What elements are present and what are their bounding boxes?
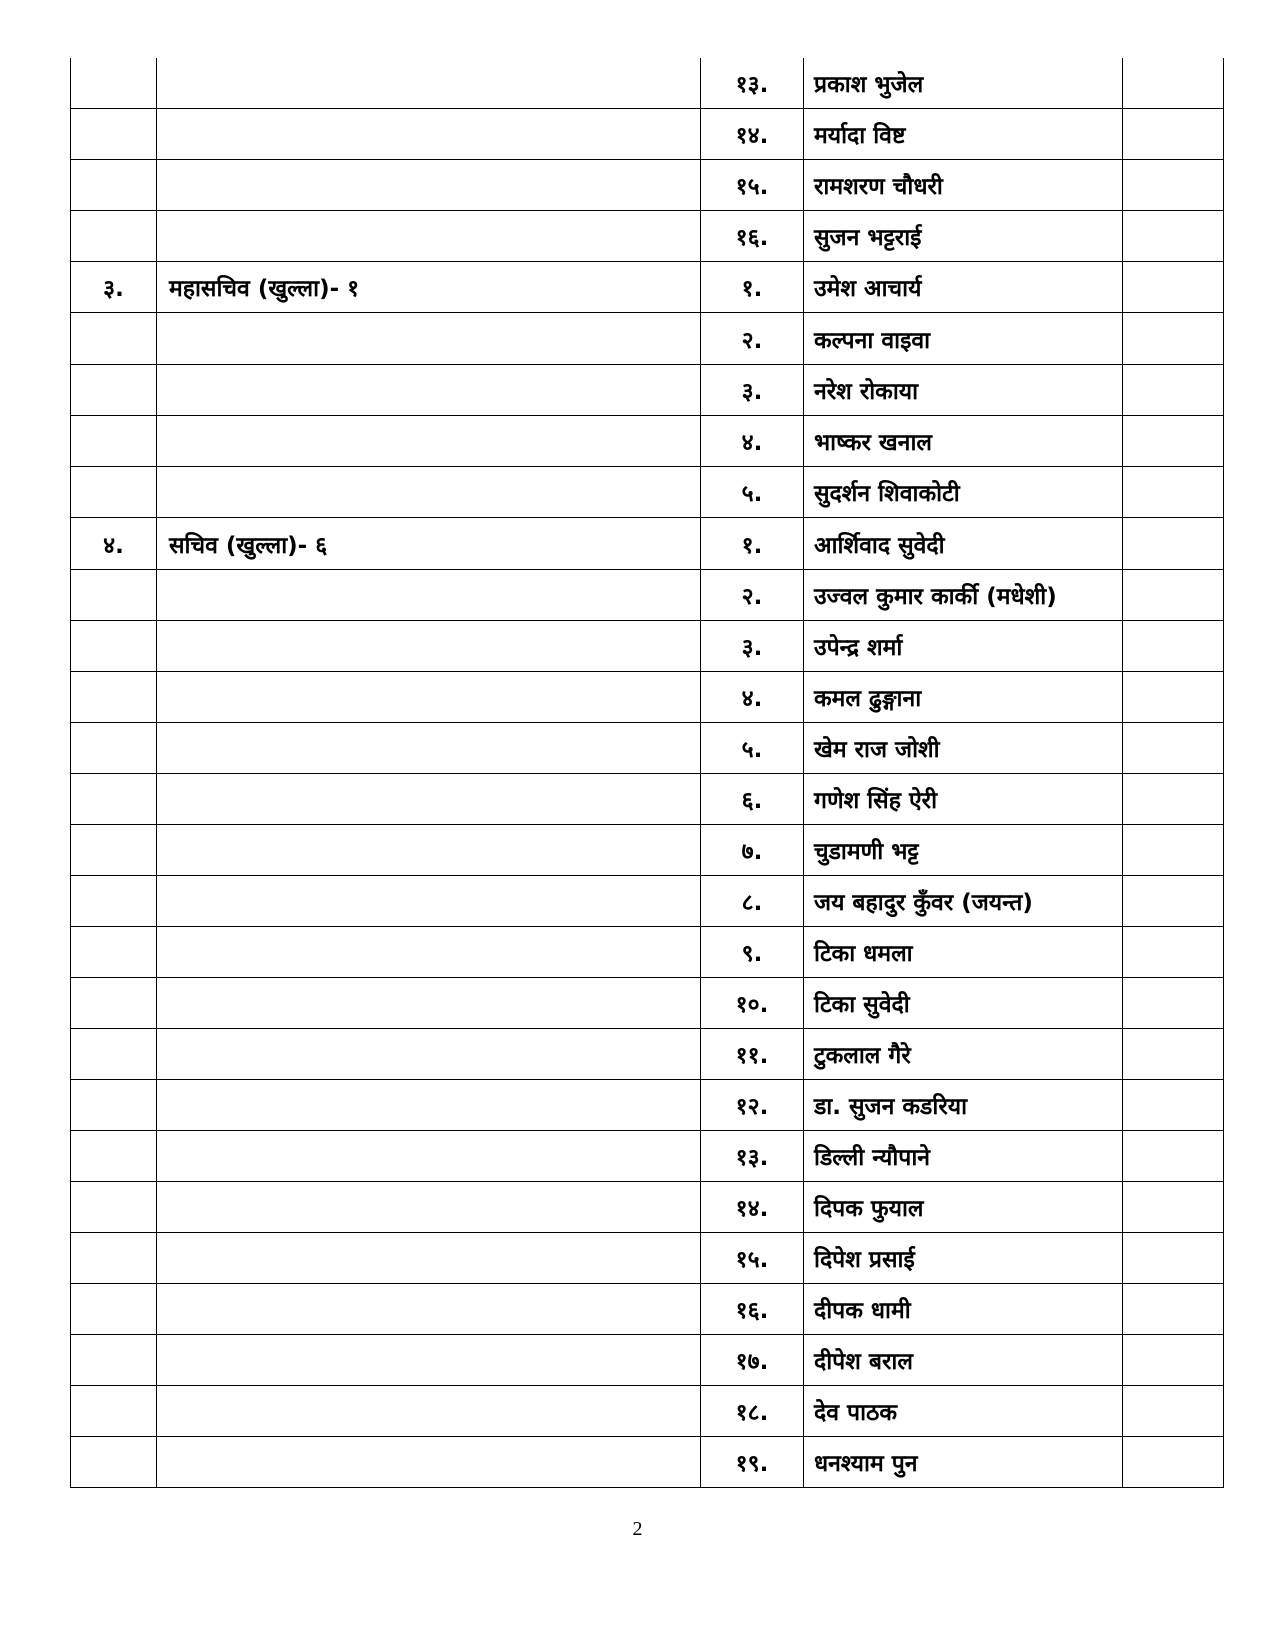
row-serial-cell: ३. bbox=[71, 262, 157, 313]
row-position-cell bbox=[157, 365, 701, 416]
row-remarks-cell bbox=[1123, 825, 1224, 876]
table-row bbox=[71, 1233, 1224, 1284]
row-name-cell: दीपक धामी bbox=[804, 1284, 1123, 1335]
row-serial-cell bbox=[71, 927, 157, 978]
row-position-cell bbox=[157, 825, 701, 876]
row-number-cell: १३. bbox=[701, 58, 804, 109]
row-serial-cell bbox=[71, 723, 157, 774]
row-position-cell bbox=[157, 1335, 701, 1386]
row-name-cell: भाष्कर खनाल bbox=[804, 416, 1123, 467]
table-row bbox=[71, 978, 1224, 1029]
row-name-cell: रामशरण चौधरी bbox=[804, 160, 1123, 211]
row-serial-cell bbox=[71, 1335, 157, 1386]
table-row bbox=[71, 672, 1224, 723]
row-position-cell bbox=[157, 1182, 701, 1233]
row-serial-cell bbox=[71, 467, 157, 518]
row-name-cell: टिका सुवेदी bbox=[804, 978, 1123, 1029]
row-position-cell bbox=[157, 467, 701, 518]
row-position-cell bbox=[157, 774, 701, 825]
table-row bbox=[71, 927, 1224, 978]
table-row bbox=[71, 416, 1224, 467]
row-serial-cell bbox=[71, 1080, 157, 1131]
row-position-cell bbox=[157, 723, 701, 774]
row-position-cell bbox=[157, 160, 701, 211]
table-row bbox=[71, 723, 1224, 774]
row-position-cell bbox=[157, 1080, 701, 1131]
row-serial-cell bbox=[71, 109, 157, 160]
table-row bbox=[71, 109, 1224, 160]
row-remarks-cell bbox=[1123, 1386, 1224, 1437]
row-position-cell: सचिव (खुल्ला)- ६ bbox=[157, 518, 701, 570]
row-position-cell bbox=[157, 1284, 701, 1335]
row-position-cell bbox=[157, 1131, 701, 1182]
table-row bbox=[71, 825, 1224, 876]
table-row bbox=[71, 1335, 1224, 1386]
row-remarks-cell bbox=[1123, 1335, 1224, 1386]
table-row bbox=[71, 160, 1224, 211]
row-name-cell: प्रकाश भुजेल bbox=[804, 58, 1123, 109]
row-number-cell: ४. bbox=[701, 672, 804, 723]
row-position-cell bbox=[157, 672, 701, 723]
row-remarks-cell bbox=[1123, 467, 1224, 518]
table-row bbox=[71, 262, 1224, 313]
table-row bbox=[71, 467, 1224, 518]
row-name-cell: दिपेश प्रसाई bbox=[804, 1233, 1123, 1284]
row-remarks-cell bbox=[1123, 365, 1224, 416]
row-remarks-cell bbox=[1123, 160, 1224, 211]
row-remarks-cell bbox=[1123, 1233, 1224, 1284]
row-serial-cell bbox=[71, 1131, 157, 1182]
row-serial-cell bbox=[71, 774, 157, 825]
row-serial-cell bbox=[71, 876, 157, 927]
row-number-cell: १४. bbox=[701, 1182, 804, 1233]
table-row bbox=[71, 313, 1224, 365]
row-serial-cell bbox=[71, 672, 157, 723]
row-number-cell: ३. bbox=[701, 365, 804, 416]
row-name-cell: दीपेश बराल bbox=[804, 1335, 1123, 1386]
row-remarks-cell bbox=[1123, 621, 1224, 672]
row-position-cell bbox=[157, 876, 701, 927]
row-number-cell: ३. bbox=[701, 621, 804, 672]
row-position-cell bbox=[157, 1029, 701, 1080]
row-number-cell: १६. bbox=[701, 1284, 804, 1335]
row-name-cell: आर्शिवाद सुवेदी bbox=[804, 518, 1123, 570]
row-number-cell: १५. bbox=[701, 160, 804, 211]
row-number-cell: १. bbox=[701, 518, 804, 570]
row-name-cell: कमल ढुङ्गाना bbox=[804, 672, 1123, 723]
row-name-cell: चुडामणी भट्ट bbox=[804, 825, 1123, 876]
row-serial-cell bbox=[71, 160, 157, 211]
row-position-cell bbox=[157, 570, 701, 621]
row-serial-cell bbox=[71, 978, 157, 1029]
page-number: 2 bbox=[632, 1518, 643, 1540]
row-position-cell bbox=[157, 978, 701, 1029]
table-row bbox=[71, 621, 1224, 672]
table-row bbox=[71, 1131, 1224, 1182]
row-serial-cell bbox=[71, 365, 157, 416]
table-row bbox=[71, 1080, 1224, 1131]
row-name-cell: टुकलाल गैरे bbox=[804, 1029, 1123, 1080]
row-number-cell: १४. bbox=[701, 109, 804, 160]
row-remarks-cell bbox=[1123, 1182, 1224, 1233]
row-remarks-cell bbox=[1123, 1437, 1224, 1488]
candidate-table-body bbox=[71, 58, 1224, 1488]
row-number-cell: १५. bbox=[701, 1233, 804, 1284]
row-name-cell: सुदर्शन शिवाकोटी bbox=[804, 467, 1123, 518]
row-position-cell bbox=[157, 416, 701, 467]
row-serial-cell bbox=[71, 211, 157, 262]
row-position-cell bbox=[157, 1233, 701, 1284]
row-remarks-cell bbox=[1123, 774, 1224, 825]
row-remarks-cell bbox=[1123, 723, 1224, 774]
table-row bbox=[71, 876, 1224, 927]
table-row bbox=[71, 211, 1224, 262]
row-position-cell bbox=[157, 58, 701, 109]
row-number-cell: १३. bbox=[701, 1131, 804, 1182]
row-number-cell: १६. bbox=[701, 211, 804, 262]
table-row bbox=[71, 1437, 1224, 1488]
row-position-cell bbox=[157, 927, 701, 978]
row-number-cell: ८. bbox=[701, 876, 804, 927]
row-serial-cell bbox=[71, 1437, 157, 1488]
row-remarks-cell bbox=[1123, 1131, 1224, 1182]
row-remarks-cell bbox=[1123, 1029, 1224, 1080]
row-serial-cell bbox=[71, 621, 157, 672]
row-position-cell bbox=[157, 1437, 701, 1488]
row-name-cell: मर्यादा विष्ट bbox=[804, 109, 1123, 160]
row-position-cell bbox=[157, 1386, 701, 1437]
row-serial-cell bbox=[71, 1233, 157, 1284]
table-row bbox=[71, 58, 1224, 109]
table-row bbox=[71, 1029, 1224, 1080]
row-number-cell: ५. bbox=[701, 467, 804, 518]
row-name-cell: खेम राज जोशी bbox=[804, 723, 1123, 774]
row-remarks-cell bbox=[1123, 416, 1224, 467]
row-remarks-cell bbox=[1123, 1080, 1224, 1131]
row-remarks-cell bbox=[1123, 262, 1224, 313]
row-number-cell: ७. bbox=[701, 825, 804, 876]
row-position-cell: महासचिव (खुल्ला)- १ bbox=[157, 262, 701, 313]
row-position-cell bbox=[157, 211, 701, 262]
row-position-cell bbox=[157, 621, 701, 672]
row-remarks-cell bbox=[1123, 876, 1224, 927]
row-remarks-cell bbox=[1123, 927, 1224, 978]
row-name-cell: गणेश सिंह ऐरी bbox=[804, 774, 1123, 825]
row-serial-cell bbox=[71, 58, 157, 109]
row-number-cell: १. bbox=[701, 262, 804, 313]
row-serial-cell bbox=[71, 825, 157, 876]
row-name-cell: उज्वल कुमार कार्की (मधेशी) bbox=[804, 570, 1123, 621]
row-number-cell: १८. bbox=[701, 1386, 804, 1437]
row-name-cell: नरेश रोकाया bbox=[804, 365, 1123, 416]
row-remarks-cell bbox=[1123, 570, 1224, 621]
row-position-cell bbox=[157, 109, 701, 160]
row-name-cell: सुजन भट्टराई bbox=[804, 211, 1123, 262]
row-name-cell: कल्पना वाइवा bbox=[804, 313, 1123, 365]
row-number-cell: २. bbox=[701, 313, 804, 365]
row-number-cell: १७. bbox=[701, 1335, 804, 1386]
table-row bbox=[71, 518, 1224, 570]
row-remarks-cell bbox=[1123, 313, 1224, 365]
row-serial-cell bbox=[71, 570, 157, 621]
table-row bbox=[71, 1284, 1224, 1335]
row-remarks-cell bbox=[1123, 1284, 1224, 1335]
candidate-table bbox=[70, 58, 1224, 1488]
row-name-cell: डिल्ली न्यौपाने bbox=[804, 1131, 1123, 1182]
row-serial-cell: ४. bbox=[71, 518, 157, 570]
table-row bbox=[71, 774, 1224, 825]
row-name-cell: डा. सुजन कडरिया bbox=[804, 1080, 1123, 1131]
row-name-cell: दिपक फुयाल bbox=[804, 1182, 1123, 1233]
row-name-cell: देव पाठक bbox=[804, 1386, 1123, 1437]
row-serial-cell bbox=[71, 1182, 157, 1233]
row-name-cell: टिका धमला bbox=[804, 927, 1123, 978]
row-remarks-cell bbox=[1123, 109, 1224, 160]
row-serial-cell bbox=[71, 416, 157, 467]
row-position-cell bbox=[157, 313, 701, 365]
row-number-cell: ११. bbox=[701, 1029, 804, 1080]
row-number-cell: १९. bbox=[701, 1437, 804, 1488]
row-number-cell: १०. bbox=[701, 978, 804, 1029]
table-row bbox=[71, 365, 1224, 416]
row-name-cell: जय बहादुर कुँवर (जयन्त) bbox=[804, 876, 1123, 927]
row-number-cell: ५. bbox=[701, 723, 804, 774]
table-row bbox=[71, 570, 1224, 621]
row-name-cell: उमेश आचार्य bbox=[804, 262, 1123, 313]
row-serial-cell bbox=[71, 1386, 157, 1437]
row-serial-cell bbox=[71, 1284, 157, 1335]
table-row bbox=[71, 1182, 1224, 1233]
row-number-cell: ४. bbox=[701, 416, 804, 467]
row-remarks-cell bbox=[1123, 978, 1224, 1029]
row-remarks-cell bbox=[1123, 672, 1224, 723]
row-number-cell: २. bbox=[701, 570, 804, 621]
row-remarks-cell bbox=[1123, 518, 1224, 570]
row-name-cell: उपेन्द्र शर्मा bbox=[804, 621, 1123, 672]
row-name-cell: धनश्याम पुन bbox=[804, 1437, 1123, 1488]
row-number-cell: ६. bbox=[701, 774, 804, 825]
row-number-cell: १२. bbox=[701, 1080, 804, 1131]
row-remarks-cell bbox=[1123, 211, 1224, 262]
row-serial-cell bbox=[71, 1029, 157, 1080]
table-row bbox=[71, 1386, 1224, 1437]
row-number-cell: ९. bbox=[701, 927, 804, 978]
row-remarks-cell bbox=[1123, 58, 1224, 109]
row-serial-cell bbox=[71, 313, 157, 365]
